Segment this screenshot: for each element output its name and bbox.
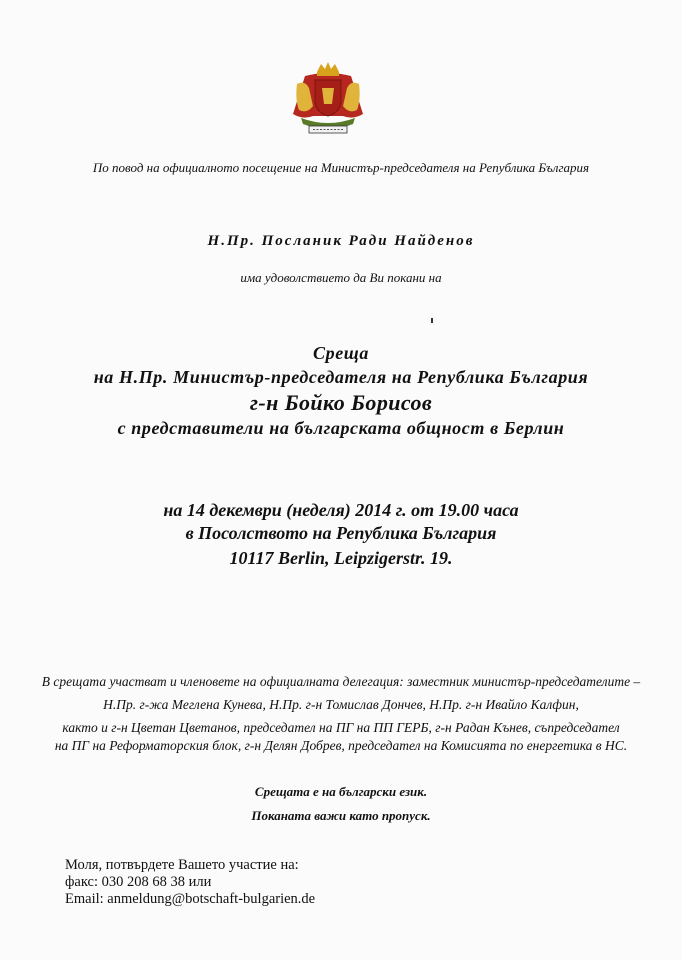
guest-name: г-н Бойко Борисов (249, 390, 433, 415)
language-note: Срещата е на български език. (254, 784, 428, 799)
pass-note: Поканата важи като пропуск. (251, 808, 431, 823)
rsvp-fax: факс: 030 208 68 38 или (65, 874, 212, 890)
coat-of-arms-icon (283, 62, 373, 140)
intro-line: По повод на официалното посещение на Министър-председателя на Република България (92, 160, 590, 175)
rsvp-block (65, 857, 315, 908)
rsvp-email: Email: anmeldung@botschaft-bulgarien.de (65, 891, 316, 907)
invite-line: има удоволствието да Ви покани на (240, 270, 442, 285)
event-subtitle: на Н.Пр. Министър-председателя на Република България (93, 367, 589, 387)
host-name: Н.Пр. Посланик Ради Найденов (207, 233, 475, 249)
participants-line-3: както и г-н Цветан Цветанов, председател на ПГ на ПП ГЕРБ, г-н Радан Кънев, съпредседател (62, 720, 620, 735)
event-title: Среща (313, 343, 369, 363)
event-audience: с представители на българската общност в Берлин (117, 418, 565, 438)
event-date: на 14 декември (неделя) 2014 г. от 19.00 часа (163, 500, 519, 520)
event-venue: в Посолството на Република България (185, 523, 497, 543)
participants-line-2: Н.Пр. г-жа Меглена Кунева, Н.Пр. г-н Томислав Дончев, Н.Пр. г-н Ивайло Калфин, (103, 697, 579, 712)
participants-line-1: В срещата участват и членовете на официалната делегация: заместник министър-председателите – (41, 674, 641, 689)
participants-line-4: на ПГ на Реформаторския блок, г-н Делян Добрев, председател на Комисията по енергетика в НС. (54, 738, 628, 753)
ink-mark (431, 318, 433, 323)
event-address: 10117 Berlin, Leipzigerstr. 19. (229, 548, 453, 568)
rsvp-prompt: Моля, потвърдете Вашето участие на: (65, 857, 299, 873)
